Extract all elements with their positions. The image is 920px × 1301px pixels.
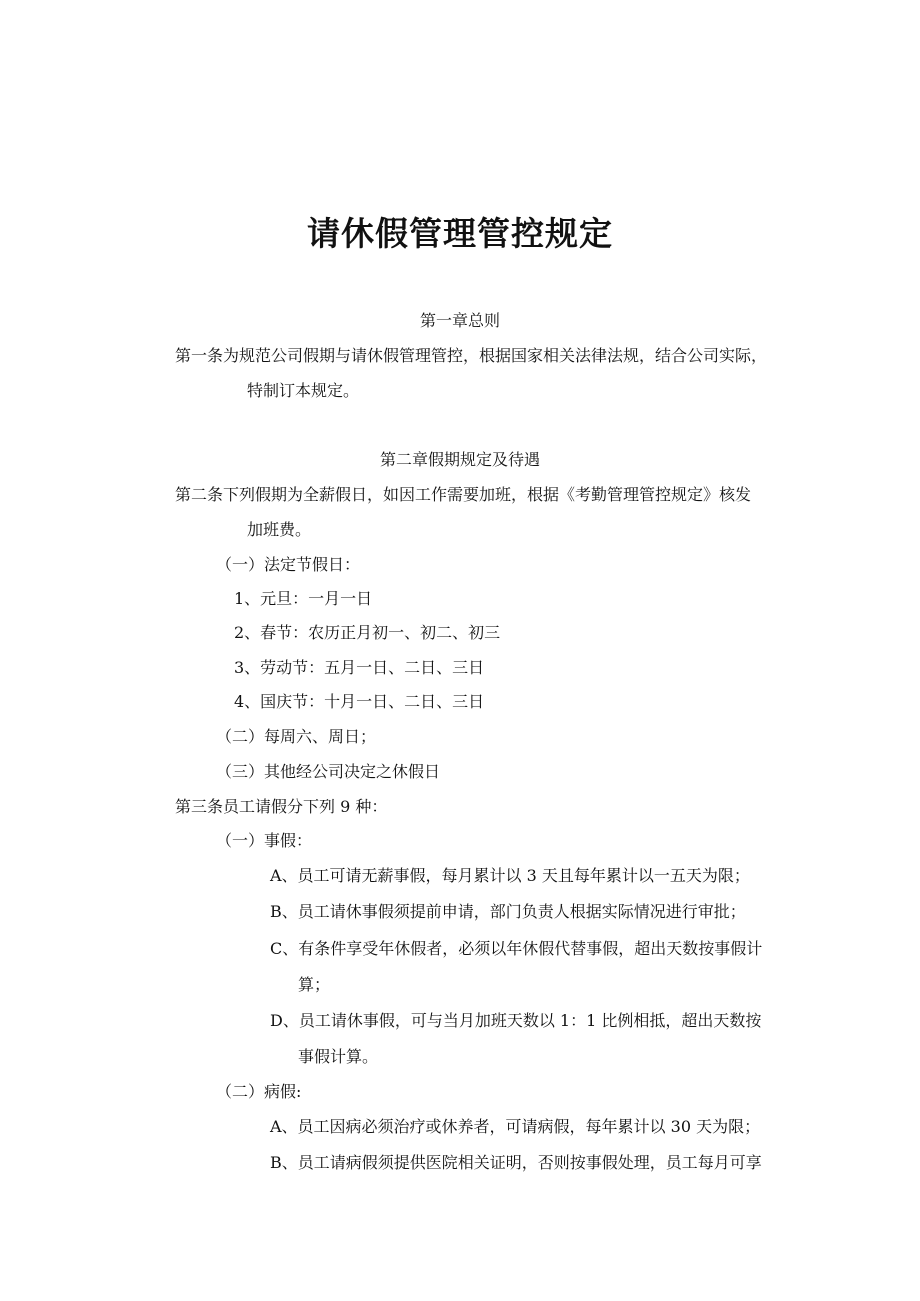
other-holiday-item: （三）其他经公司决定之休假日: [216, 762, 441, 781]
article-2-line-2: 加班费。: [247, 520, 312, 539]
chapter-1-heading: 第一章总则: [419, 311, 500, 330]
personal-leave-heading: （一）事假：: [216, 831, 313, 850]
weekend-item: （二）每周六、周日；: [216, 727, 377, 746]
personal-leave-c-line-1: C、有条件享受年休假者，必须以年休假代替事假，超出天数按事假计: [270, 939, 763, 958]
article-1-line-1: 第一条为规范公司假期与请休假管理管控，根据国家相关法律法规，结合公司实际，: [175, 346, 768, 365]
holiday-item: 2、春节：农历正月初一、初二、初三: [234, 623, 501, 642]
sick-leave-heading: （二）病假:: [216, 1082, 302, 1101]
holidays-heading: （一）法定节假日：: [216, 555, 361, 574]
personal-leave-d-line-2: 事假计算。: [298, 1047, 379, 1066]
holiday-item: 3、劳动节：五月一日、二日、三日: [234, 658, 485, 677]
holiday-item: 4、国庆节：十月一日、二日、三日: [234, 692, 485, 711]
holiday-item: 1、元旦：一月一日: [234, 589, 373, 608]
sick-leave-a: A、员工因病必须治疗或休养者，可请病假，每年累计以 30 天为限；: [270, 1117, 761, 1136]
chapter-2-heading: 第二章假期规定及待遇: [379, 450, 540, 469]
personal-leave-c-line-2: 算；: [298, 975, 331, 994]
sick-leave-b: B、员工请病假须提供医院相关证明，否则按事假处理，员工每月可享: [270, 1153, 762, 1172]
article-3: 第三条员工请假分下列 9 种：: [175, 797, 388, 816]
article-1-line-2: 特制订本规定。: [247, 381, 360, 400]
personal-leave-d-line-1: D、员工请休事假，可与当月加班天数以 1：1 比例相抵，超出天数按: [270, 1011, 762, 1030]
document-title: 请休假管理管控规定: [307, 214, 613, 253]
personal-leave-a: A、员工可请无薪事假，每月累计以 3 天且每年累计以一五天为限；: [270, 866, 750, 885]
personal-leave-b: B、员工请休事假须提前申请，部门负责人根据实际情况进行审批；: [270, 902, 746, 921]
article-2-line-1: 第二条下列假期为全薪假日，如因工作需要加班，根据《考勤管理管控规定》核发: [175, 485, 752, 504]
